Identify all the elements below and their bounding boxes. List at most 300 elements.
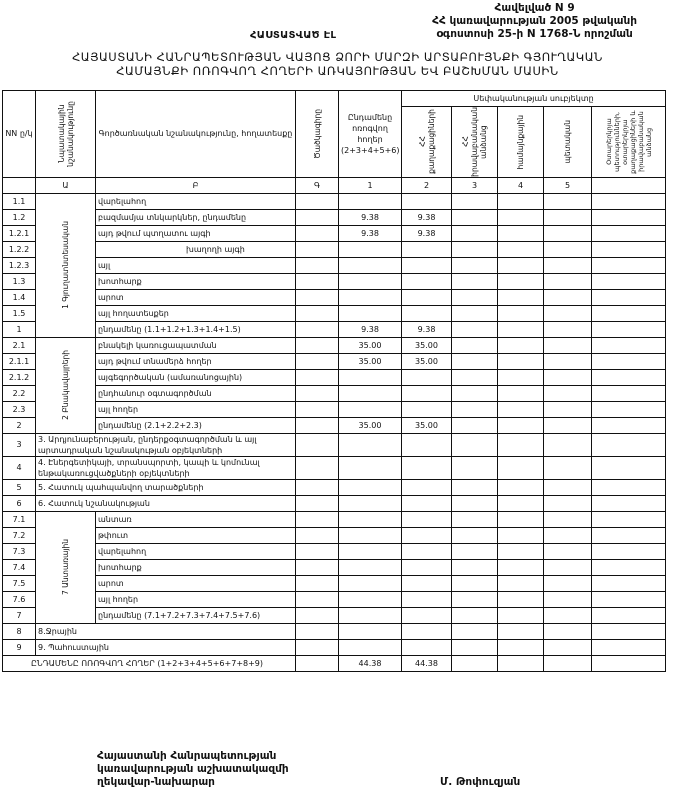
row-total: 9.38 <box>339 321 402 337</box>
empty-cell <box>296 575 339 591</box>
row-total: 9.38 <box>339 225 402 241</box>
empty-cell <box>452 591 498 607</box>
empty-cell <box>339 639 402 655</box>
empty-cell <box>544 575 592 591</box>
empty-cell <box>498 655 544 671</box>
table-row <box>3 225 666 241</box>
row-total: 9.38 <box>339 209 402 225</box>
empty-cell <box>402 479 452 495</box>
empty-cell <box>544 655 592 671</box>
row-purpose: 8.Ջրային <box>36 623 296 639</box>
row-total <box>339 273 402 289</box>
empty-cell <box>452 289 498 305</box>
row-purpose: այլ հողեր <box>96 591 296 607</box>
empty-cell <box>544 257 592 273</box>
table-row <box>3 385 666 401</box>
empty-cell <box>592 456 666 479</box>
row-citizens <box>402 385 452 401</box>
empty-cell <box>544 639 592 655</box>
row-purpose: ընդամենը (2.1+2.2+2.3) <box>96 417 296 433</box>
empty-cell <box>592 479 666 495</box>
row-number: 1 <box>3 321 36 337</box>
header-nn-text: NN ը/կ <box>5 129 33 139</box>
table-row <box>3 369 666 385</box>
row-purpose: այլ <box>96 257 296 273</box>
empty-cell <box>498 511 544 527</box>
row-number: 1.1 <box>3 193 36 209</box>
empty-cell <box>452 655 498 671</box>
empty-cell <box>544 337 592 353</box>
empty-cell <box>498 273 544 289</box>
empty-cell <box>498 456 544 479</box>
empty-cell <box>498 543 544 559</box>
empty-cell <box>339 433 402 456</box>
header-purpose-text: Գործառնական նշանակությունը, հողատեսքը <box>98 129 293 139</box>
empty-cell <box>592 417 666 433</box>
row-citizens <box>402 273 452 289</box>
empty-cell <box>498 417 544 433</box>
empty-cell <box>592 385 666 401</box>
row-citizens <box>402 305 452 321</box>
row-number: 5 <box>3 479 36 495</box>
table-row <box>3 193 666 209</box>
land-table <box>2 90 666 672</box>
empty-cell <box>452 401 498 417</box>
row-total <box>339 305 402 321</box>
approved-stamp: ՀԱՍՏԱՏՎԱԾ ԷԼ <box>250 30 337 41</box>
row-number: 1.2.2 <box>3 241 36 257</box>
empty-cell <box>544 559 592 575</box>
grand-total-label: ԸՆԴԱՄԵՆԸ ՈՌՈԳՎՈՂ ՀՈՂԵՐ (1+2+3+4+5+6+7+8+9) <box>3 655 296 671</box>
title-line-1: ՀԱՅԱՍՏԱՆԻ ՀԱՆՐԱՊԵՏՈՒԹՅԱՆ ՎԱՅՈՑ ՁՈՐԻ ՄԱՐԶԻ ԱՐՏԱԲՈՒՅՆՔԻ ԳՅՈՒՂԱԿԱՆ <box>72 50 603 64</box>
row-citizens <box>402 369 452 385</box>
table-row <box>3 241 666 257</box>
empty-cell <box>452 575 498 591</box>
empty-cell <box>592 591 666 607</box>
index-cell: 5 <box>544 177 592 193</box>
empty-cell <box>592 495 666 511</box>
empty-cell <box>544 193 592 209</box>
row-number: 7.6 <box>3 591 36 607</box>
empty-cell <box>402 607 452 623</box>
row-citizens: 35.00 <box>402 417 452 433</box>
header-category <box>36 91 96 178</box>
empty-cell <box>452 353 498 369</box>
empty-cell <box>402 639 452 655</box>
table-row <box>3 433 666 456</box>
empty-cell <box>498 591 544 607</box>
row-number: 8 <box>3 623 36 639</box>
empty-cell <box>592 337 666 353</box>
empty-cell <box>452 527 498 543</box>
empty-cell <box>296 639 339 655</box>
group-settlements <box>36 337 96 433</box>
row-purpose: խաղողի այգի <box>96 241 296 257</box>
row-number: 2.2 <box>3 385 36 401</box>
row-number: 7.4 <box>3 559 36 575</box>
empty-cell <box>339 511 402 527</box>
row-purpose: ընդհանուր օգտագործման <box>96 385 296 401</box>
index-cell: 1 <box>339 177 402 193</box>
empty-cell <box>339 527 402 543</box>
empty-cell <box>452 257 498 273</box>
table-row <box>3 527 666 543</box>
empty-cell <box>592 639 666 655</box>
row-purpose: այլ հողեր <box>96 401 296 417</box>
table-row <box>3 479 666 495</box>
empty-cell <box>339 591 402 607</box>
empty-cell <box>452 337 498 353</box>
row-total <box>339 241 402 257</box>
empty-cell <box>592 353 666 369</box>
empty-cell <box>544 401 592 417</box>
empty-cell <box>592 257 666 273</box>
empty-cell <box>452 321 498 337</box>
empty-cell <box>544 456 592 479</box>
empty-cell <box>592 225 666 241</box>
header-ownership-text: Սեփականության սուբյեկտը <box>473 94 594 103</box>
empty-cell <box>296 511 339 527</box>
row-number: 9 <box>3 639 36 655</box>
empty-cell <box>452 639 498 655</box>
empty-cell <box>544 241 592 257</box>
empty-cell <box>452 433 498 456</box>
row-purpose: այդ թվում տնամերձ հողեր <box>96 353 296 369</box>
row-code <box>296 369 339 385</box>
empty-cell <box>402 456 452 479</box>
row-code <box>296 385 339 401</box>
empty-cell <box>544 511 592 527</box>
empty-cell <box>498 209 544 225</box>
empty-cell <box>402 591 452 607</box>
empty-cell <box>592 209 666 225</box>
empty-cell <box>544 353 592 369</box>
table-row <box>3 289 666 305</box>
row-number: 1.2.1 <box>3 225 36 241</box>
row-purpose: վարելահող <box>96 193 296 209</box>
empty-cell <box>296 591 339 607</box>
empty-cell <box>592 433 666 456</box>
table-row <box>3 209 666 225</box>
header-total-text: Ընդամենը ոռոգվող հողեր (2+3+4+5+6) <box>341 112 400 155</box>
header-citizens-text: ՀՀ քաղաքացիների <box>417 109 436 175</box>
table-row <box>3 337 666 353</box>
row-number: 1.2 <box>3 209 36 225</box>
index-cell: Գ <box>296 177 339 193</box>
empty-cell <box>498 241 544 257</box>
row-purpose: 3. Արդյունաբերության, ընդերքօգտագործման և այլ արտադրական նշանակության օբյեկտների <box>36 433 296 456</box>
empty-cell <box>296 543 339 559</box>
row-citizens <box>402 193 452 209</box>
row-number: 1.2.3 <box>3 257 36 273</box>
empty-cell <box>544 495 592 511</box>
empty-cell <box>544 225 592 241</box>
row-total <box>339 193 402 209</box>
row-code <box>296 433 339 456</box>
empty-cell <box>452 193 498 209</box>
empty-cell <box>592 321 666 337</box>
group-agricultural-text: 1 Գյուղատնտեսական <box>61 221 70 310</box>
index-cell <box>3 177 36 193</box>
header-legal <box>452 107 498 178</box>
index-cell <box>592 177 666 193</box>
row-citizens: 9.38 <box>402 321 452 337</box>
empty-cell <box>544 591 592 607</box>
empty-cell <box>339 543 402 559</box>
empty-cell <box>498 479 544 495</box>
table-row <box>3 575 666 591</box>
empty-cell <box>544 433 592 456</box>
table-row <box>3 639 666 655</box>
empty-cell <box>452 511 498 527</box>
header-foreign-text: Օտարերկրյա պետությունների, օտարերկրյա քաղաքացիների և իրավաբանական անձանց <box>604 110 653 174</box>
row-purpose: այլ հողատեսքեր <box>96 305 296 321</box>
empty-cell <box>498 321 544 337</box>
grand-total-row <box>3 655 666 671</box>
row-number: 7.2 <box>3 527 36 543</box>
header-state <box>544 107 592 178</box>
group-forest <box>36 511 96 623</box>
empty-cell <box>544 369 592 385</box>
empty-cell <box>544 321 592 337</box>
empty-cell <box>544 305 592 321</box>
annex-number: Հավելված N 9 <box>494 2 575 14</box>
row-citizens <box>402 289 452 305</box>
row-code <box>296 273 339 289</box>
row-code <box>296 193 339 209</box>
signatory-name: Մ. Թոփուզյան <box>440 776 521 788</box>
empty-cell <box>452 369 498 385</box>
title-line-2: ՀԱՄԱՅՆՔԻ ՈՌՈԳՎՈՂ ՀՈՂԵՐԻ ԱՌԿԱՅՈՒԹՅԱՆ ԵՎ ԲԱՇԽՄԱՆ ՄԱՍԻՆ <box>116 64 559 78</box>
row-code <box>296 353 339 369</box>
row-number: 1.3 <box>3 273 36 289</box>
empty-cell <box>544 417 592 433</box>
header-citizens <box>402 107 452 178</box>
index-cell: Ա <box>36 177 96 193</box>
empty-cell <box>544 607 592 623</box>
header-total <box>339 91 402 178</box>
table-row <box>3 273 666 289</box>
empty-cell <box>592 559 666 575</box>
empty-cell <box>452 305 498 321</box>
table-row <box>3 623 666 639</box>
row-number: 2.1.1 <box>3 353 36 369</box>
empty-cell <box>452 607 498 623</box>
table-row <box>3 321 666 337</box>
empty-cell <box>402 575 452 591</box>
row-citizens: 35.00 <box>402 353 452 369</box>
row-number: 2.1 <box>3 337 36 353</box>
table-row <box>3 591 666 607</box>
row-total <box>339 369 402 385</box>
table-row <box>3 417 666 433</box>
empty-cell <box>498 607 544 623</box>
document-title <box>0 50 675 78</box>
empty-cell <box>544 543 592 559</box>
row-total <box>339 289 402 305</box>
index-cell: 3 <box>452 177 498 193</box>
empty-cell <box>452 456 498 479</box>
empty-cell <box>402 495 452 511</box>
row-citizens: 35.00 <box>402 337 452 353</box>
empty-cell <box>592 543 666 559</box>
grand-total-citizens: 44.38 <box>402 655 452 671</box>
row-citizens: 9.38 <box>402 209 452 225</box>
row-purpose: արոտ <box>96 575 296 591</box>
table-row <box>3 543 666 559</box>
row-code <box>296 417 339 433</box>
row-total: 35.00 <box>339 337 402 353</box>
empty-cell <box>498 623 544 639</box>
empty-cell <box>592 607 666 623</box>
row-number: 1.5 <box>3 305 36 321</box>
empty-cell <box>452 495 498 511</box>
empty-cell <box>339 575 402 591</box>
table-row <box>3 607 666 623</box>
annex-date: օգոստոսի 25-ի N 1768-Ն որոշման <box>436 28 633 40</box>
empty-cell <box>296 607 339 623</box>
row-number: 4 <box>3 456 36 479</box>
index-cell: Բ <box>96 177 296 193</box>
row-purpose: այդ թվում պտղատու այգի <box>96 225 296 241</box>
empty-cell <box>592 193 666 209</box>
empty-cell <box>498 305 544 321</box>
empty-cell <box>339 456 402 479</box>
row-total: 35.00 <box>339 353 402 369</box>
empty-cell <box>498 369 544 385</box>
empty-cell <box>544 209 592 225</box>
empty-cell <box>498 337 544 353</box>
signature-block <box>97 750 289 789</box>
table-row <box>3 559 666 575</box>
row-purpose: բազմամյա տնկարկներ, ընդամենը <box>96 209 296 225</box>
empty-cell <box>452 241 498 257</box>
empty-cell <box>592 369 666 385</box>
row-code <box>296 209 339 225</box>
empty-cell <box>498 639 544 655</box>
empty-cell <box>498 225 544 241</box>
empty-cell <box>452 479 498 495</box>
index-cell: 2 <box>402 177 452 193</box>
group-settlements-text: 2 Բնակավայրերի <box>61 350 70 421</box>
row-purpose: խոտհարք <box>96 273 296 289</box>
header-legal-text: ՀՀ իրավաբանական անձանց <box>461 107 488 177</box>
table-row <box>3 511 666 527</box>
row-number: 7.1 <box>3 511 36 527</box>
empty-cell <box>452 385 498 401</box>
row-purpose: ընդամենը (1.1+1.2+1.3+1.4+1.5) <box>96 321 296 337</box>
table-row <box>3 401 666 417</box>
row-purpose: 9. Պահուստային <box>36 639 296 655</box>
empty-cell <box>592 273 666 289</box>
row-purpose: 5. Հատուկ պահպանվող տարածքների <box>36 479 296 495</box>
empty-cell <box>402 433 452 456</box>
empty-cell <box>452 225 498 241</box>
empty-cell <box>498 527 544 543</box>
row-purpose: 4. Էներգետիկայի, տրանսպորտի, կապի և կոմունալ ենթակառուցվածքների օբյեկտների <box>36 456 296 479</box>
row-purpose: թփուտ <box>96 527 296 543</box>
empty-cell <box>592 527 666 543</box>
index-cell: 4 <box>498 177 544 193</box>
row-code <box>296 257 339 273</box>
row-number: 1.4 <box>3 289 36 305</box>
empty-cell <box>498 433 544 456</box>
table-row <box>3 495 666 511</box>
empty-cell <box>452 559 498 575</box>
empty-cell <box>498 353 544 369</box>
empty-cell <box>592 401 666 417</box>
empty-cell <box>498 401 544 417</box>
empty-cell <box>592 305 666 321</box>
row-citizens <box>402 257 452 273</box>
empty-cell <box>402 543 452 559</box>
index-row <box>3 177 666 193</box>
empty-cell <box>339 607 402 623</box>
annex-decree: ՀՀ կառավարության 2005 թվականի <box>432 15 637 27</box>
row-purpose: բնակելի կառուցապատման <box>96 337 296 353</box>
header-community-text: համայնքային <box>516 114 525 170</box>
row-code <box>296 456 339 479</box>
empty-cell <box>592 241 666 257</box>
empty-cell <box>339 623 402 639</box>
row-code <box>296 337 339 353</box>
group-agricultural <box>36 193 96 337</box>
empty-cell <box>544 623 592 639</box>
row-code <box>296 495 339 511</box>
empty-cell <box>544 479 592 495</box>
row-code <box>296 479 339 495</box>
empty-cell <box>339 495 402 511</box>
header-state-text: պետական <box>563 120 572 164</box>
row-number: 2.1.2 <box>3 369 36 385</box>
empty-cell <box>592 511 666 527</box>
signature-line-3: ղեկավար-նախարար <box>97 776 215 788</box>
row-total <box>339 401 402 417</box>
table-row <box>3 456 666 479</box>
row-number: 2.3 <box>3 401 36 417</box>
empty-cell <box>544 527 592 543</box>
header-ownership <box>402 91 666 107</box>
row-number: 7.5 <box>3 575 36 591</box>
empty-cell <box>498 257 544 273</box>
empty-cell <box>339 479 402 495</box>
row-code <box>296 289 339 305</box>
empty-cell <box>592 575 666 591</box>
group-forest-text: 7 Անտառային <box>61 539 70 596</box>
row-citizens <box>402 401 452 417</box>
row-code <box>296 225 339 241</box>
header-nn <box>3 91 36 178</box>
row-purpose: ընդամենը (7.1+7.2+7.3+7.4+7.5+7.6) <box>96 607 296 623</box>
row-number: 3 <box>3 433 36 456</box>
empty-cell <box>452 623 498 639</box>
empty-cell <box>402 511 452 527</box>
header-foreign <box>592 107 666 178</box>
row-purpose: վարելահող <box>96 543 296 559</box>
table-row <box>3 353 666 369</box>
empty-cell <box>339 559 402 575</box>
row-total: 35.00 <box>339 417 402 433</box>
empty-cell <box>544 273 592 289</box>
row-number: 2 <box>3 417 36 433</box>
signature-line-1: Հայաստանի Հանրապետության <box>97 750 277 762</box>
header-code <box>296 91 339 178</box>
row-total <box>339 257 402 273</box>
empty-cell <box>296 623 339 639</box>
empty-cell <box>544 385 592 401</box>
empty-cell <box>402 623 452 639</box>
empty-cell <box>592 655 666 671</box>
